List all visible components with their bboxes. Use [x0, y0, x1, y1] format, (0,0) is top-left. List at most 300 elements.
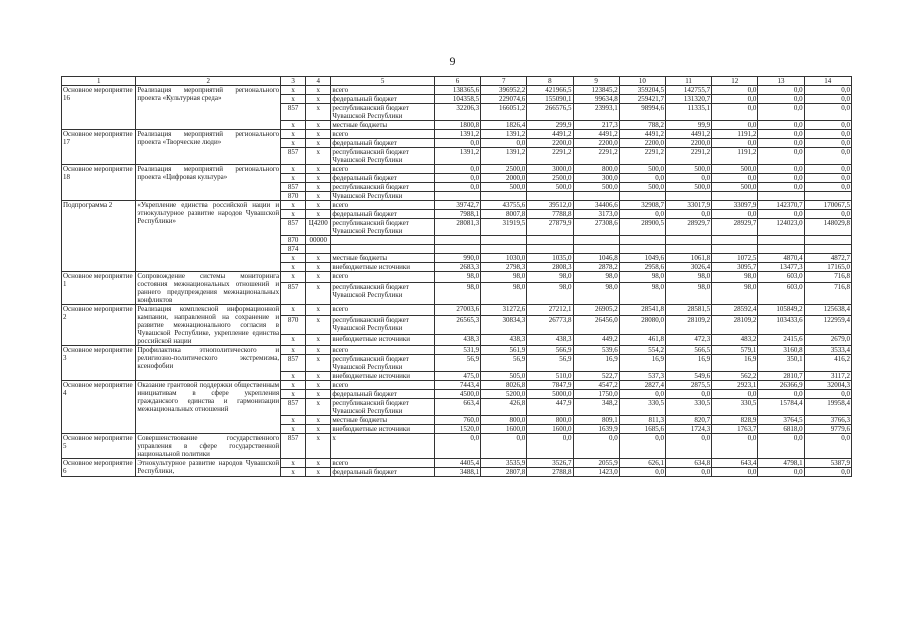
amount-cell: 0,0 — [758, 104, 804, 121]
measure-name-cell: Подпрограмма 2 — [62, 201, 136, 272]
measure-name-cell: Основное мероприятие 18 — [62, 165, 136, 201]
amount-cell: 1046,8 — [573, 254, 619, 263]
funding-source-cell: республиканский бюджет Чувашской Республики — [331, 399, 435, 416]
amount-cell: 0,0 — [434, 139, 480, 148]
amount-cell: 28080,0 — [619, 315, 665, 335]
budget-code-cell: х — [306, 121, 331, 130]
executor-code-cell: х — [281, 335, 306, 346]
amount-cell: 300,0 — [573, 174, 619, 183]
measure-description-cell: Реализация мероприятий регионального проекта «Творческие люди» — [136, 130, 281, 165]
table-row — [62, 346, 852, 355]
amount-cell — [712, 192, 758, 201]
executor-code-cell: 857 — [281, 283, 306, 305]
budget-code-cell: х — [306, 192, 331, 201]
measure-description-cell: Сопровождение системы мониторинга состояния межнациональных отношений и раннего предупреждения межнациональных конфликтов — [137, 272, 280, 304]
amount-cell: 562,2 — [712, 372, 758, 381]
amount-cell: 28900,5 — [619, 219, 665, 236]
amount-cell: 13477,3 — [758, 263, 804, 272]
funding-source-cell: федеральный бюджет — [331, 95, 435, 104]
amount-cell: 4870,4 — [758, 254, 804, 263]
amount-cell — [527, 192, 573, 201]
amount-cell: 3160,8 — [758, 346, 804, 355]
amount-cell: 0,0 — [758, 148, 804, 165]
funding-source-cell: внебюджетные источники — [331, 263, 435, 272]
amount-cell: 142755,7 — [665, 86, 711, 95]
executor-code-cell: х — [281, 174, 306, 183]
table-row — [62, 86, 852, 95]
executor-code-cell: 870 — [281, 315, 306, 335]
amount-cell: 0,0 — [758, 139, 804, 148]
amount-cell — [573, 192, 619, 201]
amount-cell: 9779,6 — [804, 425, 851, 434]
amount-cell: 1391,2 — [434, 148, 480, 165]
amount-cell: 98,0 — [619, 283, 665, 305]
amount-cell: 554,2 — [619, 346, 665, 355]
amount-cell: 500,0 — [573, 183, 619, 192]
amount-cell: 500,0 — [665, 165, 711, 174]
executor-code-cell: х — [281, 346, 306, 355]
amount-cell: 103433,6 — [758, 315, 804, 335]
amount-cell: 2055,9 — [573, 459, 619, 468]
executor-code-cell: 857 — [281, 148, 306, 165]
amount-cell: 330,5 — [712, 399, 758, 416]
amount-cell: 33097,9 — [712, 201, 758, 210]
amount-cell: 0,0 — [712, 434, 758, 459]
amount-cell — [573, 245, 619, 254]
table-row — [62, 381, 852, 390]
amount-cell: 0,0 — [712, 139, 758, 148]
amount-cell: 2875,5 — [665, 381, 711, 390]
budget-code-cell: х — [306, 165, 331, 174]
amount-cell: 98,0 — [665, 283, 711, 305]
amount-cell: 663,4 — [434, 399, 480, 416]
amount-cell: 0,0 — [804, 468, 851, 477]
amount-cell — [481, 236, 527, 245]
measure-description-cell: Реализация мероприятий регионального проекта «Культурная среда» — [136, 86, 281, 130]
amount-cell: 0,0 — [804, 121, 851, 130]
amount-cell: 104358,5 — [434, 95, 480, 104]
amount-cell: 1391,2 — [481, 130, 527, 139]
budget-code-cell: х — [306, 459, 331, 468]
executor-code-cell: 874 — [281, 245, 306, 254]
budget-code-cell: х — [306, 346, 331, 355]
budget-code-cell: х — [306, 183, 331, 192]
amount-cell: 447,9 — [527, 399, 573, 416]
amount-cell: 16,9 — [712, 355, 758, 372]
funding-source-cell: всего — [331, 305, 435, 316]
amount-cell: 0,0 — [619, 468, 665, 477]
amount-cell: 396952,2 — [481, 86, 527, 95]
funding-source-cell: республиканский бюджет Чувашской Республики — [331, 219, 435, 236]
amount-cell: 32004,3 — [804, 381, 851, 390]
amount-cell: 0,0 — [712, 95, 758, 104]
column-number-cell: 14 — [804, 77, 851, 86]
amount-cell: 56,9 — [434, 355, 480, 372]
funding-source-cell: всего — [331, 272, 435, 283]
column-number-cell: 9 — [573, 77, 619, 86]
amount-cell: 0,0 — [758, 210, 804, 219]
amount-cell: 1800,8 — [434, 121, 480, 130]
budget-code-cell: х — [306, 95, 331, 104]
amount-cell: 34406,6 — [573, 201, 619, 210]
funding-source-cell: местные бюджеты — [331, 254, 435, 263]
amount-cell: 56,9 — [481, 355, 527, 372]
amount-cell: 990,0 — [434, 254, 480, 263]
column-number-cell: 10 — [619, 77, 665, 86]
amount-cell: 800,0 — [573, 165, 619, 174]
column-number-cell: 8 — [527, 77, 573, 86]
amount-cell: 539,6 — [573, 346, 619, 355]
amount-cell — [665, 245, 711, 254]
amount-cell: 2798,3 — [481, 263, 527, 272]
amount-cell: 11335,1 — [665, 104, 711, 121]
amount-cell: 510,0 — [527, 372, 573, 381]
funding-source-cell: местные бюджеты — [331, 416, 435, 425]
amount-cell: 32206,3 — [434, 104, 480, 121]
budget-code-cell: х — [306, 425, 331, 434]
funding-source-cell: федеральный бюджет — [331, 390, 435, 399]
amount-cell: 2827,4 — [619, 381, 665, 390]
amount-cell: 16,9 — [619, 355, 665, 372]
amount-cell: 0,0 — [758, 86, 804, 95]
budget-code-cell — [306, 245, 331, 254]
amount-cell: 500,0 — [665, 183, 711, 192]
amount-cell: 4405,4 — [434, 459, 480, 468]
amount-cell — [434, 245, 480, 254]
funding-source-cell: республиканский бюджет Чувашской Республики — [331, 148, 435, 165]
measure-name-cell: Основное мероприятие 6 — [62, 459, 136, 477]
amount-cell: 28109,2 — [665, 315, 711, 335]
budget-code-cell: х — [306, 390, 331, 399]
amount-cell: 0,0 — [619, 434, 665, 459]
amount-cell: 0,0 — [804, 139, 851, 148]
amount-cell — [804, 236, 851, 245]
executor-code-cell: х — [281, 121, 306, 130]
amount-cell: 170067,5 — [804, 201, 851, 210]
funding-source-cell: всего — [331, 346, 435, 355]
executor-code-cell: х — [281, 254, 306, 263]
amount-cell: 3026,4 — [665, 263, 711, 272]
amount-cell: 138365,6 — [434, 86, 480, 95]
budget-code-cell: х — [306, 272, 331, 283]
amount-cell: 549,6 — [665, 372, 711, 381]
measure-name-cell: Основное мероприятие 4 — [62, 381, 136, 434]
budget-code-cell: х — [306, 174, 331, 183]
measure-description-cell: Этнокультурное развитие народов Чувашской Республики, — [137, 459, 280, 475]
amount-cell: 16,9 — [573, 355, 619, 372]
amount-cell: 1423,0 — [573, 468, 619, 477]
amount-cell: 0,0 — [434, 183, 480, 192]
amount-cell: 23993,1 — [573, 104, 619, 121]
amount-cell: 2200,0 — [573, 139, 619, 148]
executor-code-cell: х — [281, 305, 306, 316]
budget-code-cell: х — [306, 315, 331, 335]
amount-cell: 1639,9 — [573, 425, 619, 434]
amount-cell: 500,0 — [712, 165, 758, 174]
amount-cell — [758, 236, 804, 245]
amount-cell: 26456,0 — [573, 315, 619, 335]
amount-cell: 31919,5 — [481, 219, 527, 236]
amount-cell: 500,0 — [527, 183, 573, 192]
amount-cell: 449,2 — [573, 335, 619, 346]
budget-code-cell: х — [306, 86, 331, 95]
amount-cell: 330,5 — [665, 399, 711, 416]
amount-cell: 3766,3 — [804, 416, 851, 425]
amount-cell — [434, 236, 480, 245]
funding-source-cell: всего — [331, 201, 435, 210]
amount-cell: 461,8 — [619, 335, 665, 346]
amount-cell: 0,0 — [434, 174, 480, 183]
amount-cell: 0,0 — [712, 174, 758, 183]
table-row — [62, 130, 852, 139]
amount-cell: 0,0 — [804, 130, 851, 139]
amount-cell: 1049,6 — [619, 254, 665, 263]
table-row — [62, 305, 852, 316]
amount-cell: 330,5 — [619, 399, 665, 416]
amount-cell: 2291,2 — [527, 148, 573, 165]
amount-cell: 0,0 — [712, 390, 758, 399]
amount-cell: 26366,9 — [758, 381, 804, 390]
funding-source-cell: федеральный бюджет — [331, 174, 435, 183]
amount-cell: 500,0 — [481, 183, 527, 192]
funding-source-cell: республиканский бюджет — [331, 183, 435, 192]
amount-cell: 99,9 — [665, 121, 711, 130]
amount-cell: 0,0 — [758, 121, 804, 130]
amount-cell — [527, 245, 573, 254]
amount-cell: 28592,4 — [712, 305, 758, 316]
amount-cell: 7847,9 — [527, 381, 573, 390]
amount-cell: 566,9 — [527, 346, 573, 355]
amount-cell: 0,0 — [481, 434, 527, 459]
budget-code-cell: х — [306, 283, 331, 305]
amount-cell: 0,0 — [758, 95, 804, 104]
amount-cell: 0,0 — [804, 434, 851, 459]
amount-cell: 0,0 — [665, 210, 711, 219]
amount-cell: 0,0 — [619, 174, 665, 183]
amount-cell: 131320,7 — [665, 95, 711, 104]
budget-code-cell: х — [306, 130, 331, 139]
amount-cell: 0,0 — [712, 86, 758, 95]
column-number-cell: 4 — [306, 77, 331, 86]
amount-cell: 2683,3 — [434, 263, 480, 272]
amount-cell — [665, 236, 711, 245]
amount-cell: 30834,3 — [481, 315, 527, 335]
budget-code-cell: х — [306, 148, 331, 165]
budget-code-cell: х — [306, 416, 331, 425]
amount-cell: 500,0 — [712, 183, 758, 192]
executor-code-cell: х — [281, 165, 306, 174]
amount-cell: 0,0 — [527, 434, 573, 459]
amount-cell: 809,1 — [573, 416, 619, 425]
amount-cell: 26905,2 — [573, 305, 619, 316]
funding-source-cell: республиканский бюджет Чувашской Республики — [331, 315, 435, 335]
amount-cell: 2923,1 — [712, 381, 758, 390]
executor-code-cell: х — [281, 416, 306, 425]
funding-source-cell: всего — [331, 130, 435, 139]
amount-cell: 259421,7 — [619, 95, 665, 104]
amount-cell: 1191,2 — [712, 148, 758, 165]
budget-code-cell: х — [306, 434, 331, 459]
amount-cell: 98,0 — [434, 283, 480, 305]
amount-cell: 5000,0 — [527, 390, 573, 399]
amount-cell: 1391,2 — [434, 130, 480, 139]
amount-cell — [573, 236, 619, 245]
amount-cell: 0,0 — [804, 183, 851, 192]
measure-name-cell: Основное мероприятие 17 — [62, 130, 136, 165]
funding-source-cell: республиканский бюджет Чувашской Республики — [331, 355, 435, 372]
amount-cell: 98,0 — [665, 272, 711, 283]
amount-cell: 28109,2 — [712, 315, 758, 335]
amount-cell: 3173,0 — [573, 210, 619, 219]
funding-source-cell: республиканский бюджет Чувашской Республики — [331, 104, 435, 121]
amount-cell: 0,0 — [758, 390, 804, 399]
header-row — [62, 77, 852, 86]
budget-code-cell: х — [306, 254, 331, 263]
executor-code-cell: х — [281, 272, 306, 283]
amount-cell: 1520,0 — [434, 425, 480, 434]
amount-cell: 98,0 — [573, 272, 619, 283]
amount-cell: 26773,8 — [527, 315, 573, 335]
amount-cell — [527, 236, 573, 245]
amount-cell: 416,2 — [804, 355, 851, 372]
executor-code-cell: 857 — [281, 399, 306, 416]
amount-cell — [665, 192, 711, 201]
executor-code-cell: 870 — [281, 236, 306, 245]
amount-cell: 7443,4 — [434, 381, 480, 390]
amount-cell: 0,0 — [804, 95, 851, 104]
executor-code-cell: х — [281, 381, 306, 390]
amount-cell: 5200,0 — [481, 390, 527, 399]
amount-cell: 2200,0 — [619, 139, 665, 148]
amount-cell: 0,0 — [804, 104, 851, 121]
amount-cell: 98,0 — [573, 283, 619, 305]
amount-cell: 28541,8 — [619, 305, 665, 316]
amount-cell: 438,3 — [481, 335, 527, 346]
amount-cell: 27212,1 — [527, 305, 573, 316]
amount-cell: 2500,0 — [481, 165, 527, 174]
table-row — [62, 434, 852, 459]
budget-code-cell: х — [306, 263, 331, 272]
amount-cell: 1391,2 — [481, 148, 527, 165]
budget-code-cell: х — [306, 335, 331, 346]
amount-cell: 1685,6 — [619, 425, 665, 434]
amount-cell: 359204,5 — [619, 86, 665, 95]
measure-name-cell: Основное мероприятие 16 — [62, 86, 136, 130]
amount-cell: 26565,3 — [434, 315, 480, 335]
executor-code-cell: х — [281, 425, 306, 434]
amount-cell: 0,0 — [712, 468, 758, 477]
amount-cell: 148029,8 — [804, 219, 851, 236]
amount-cell: 7788,8 — [527, 210, 573, 219]
amount-cell: 4491,2 — [665, 130, 711, 139]
amount-cell — [619, 245, 665, 254]
table-row — [62, 165, 852, 174]
amount-cell: 98,0 — [434, 272, 480, 283]
amount-cell: 2808,3 — [527, 263, 573, 272]
amount-cell — [481, 192, 527, 201]
amount-cell: 0,0 — [619, 390, 665, 399]
executor-code-cell: х — [281, 130, 306, 139]
amount-cell: 155090,1 — [527, 95, 573, 104]
amount-cell: 1724,3 — [665, 425, 711, 434]
amount-cell: 4491,2 — [527, 130, 573, 139]
amount-cell: 0,0 — [804, 390, 851, 399]
executor-code-cell: х — [281, 468, 306, 477]
amount-cell: 28929,7 — [712, 219, 758, 236]
measure-description-cell: Реализация мероприятий регионального проекта «Цифровая культура» — [136, 165, 281, 201]
funding-source-cell — [331, 236, 435, 245]
amount-cell: 0,0 — [804, 148, 851, 165]
amount-cell: 760,0 — [434, 416, 480, 425]
measure-description-cell: Реализация комплексной информационной кампании, направленной на сохранение и развитие межнационального согласия в Чувашской Республике, укрепление единства российской нации — [137, 305, 280, 345]
amount-cell: 3533,4 — [804, 346, 851, 355]
funding-source-cell: всего — [331, 165, 435, 174]
executor-code-cell: х — [281, 139, 306, 148]
amount-cell: 229074,6 — [481, 95, 527, 104]
amount-cell: 98994,6 — [619, 104, 665, 121]
amount-cell: 1030,0 — [481, 254, 527, 263]
amount-cell: 0,0 — [665, 434, 711, 459]
executor-code-cell: 857 — [281, 183, 306, 192]
amount-cell: 27308,6 — [573, 219, 619, 236]
amount-cell: 1600,0 — [527, 425, 573, 434]
amount-cell: 28929,7 — [665, 219, 711, 236]
amount-cell: 579,1 — [712, 346, 758, 355]
amount-cell: 27879,9 — [527, 219, 573, 236]
amount-cell: 1826,4 — [481, 121, 527, 130]
amount-cell: 1600,0 — [481, 425, 527, 434]
amount-cell: 4491,2 — [619, 130, 665, 139]
amount-cell: 4872,7 — [804, 254, 851, 263]
amount-cell: 2810,7 — [758, 372, 804, 381]
amount-cell: 0,0 — [434, 165, 480, 174]
amount-cell: 123845,2 — [573, 86, 619, 95]
amount-cell: 0,0 — [712, 121, 758, 130]
amount-cell: 472,3 — [665, 335, 711, 346]
amount-cell: 32908,7 — [619, 201, 665, 210]
budget-code-cell: Ц4200 — [306, 219, 331, 236]
funding-source-cell: федеральный бюджет — [331, 210, 435, 219]
budget-code-cell: х — [306, 381, 331, 390]
column-number-cell: 13 — [758, 77, 804, 86]
amount-cell: 426,8 — [481, 399, 527, 416]
budget-code-cell: х — [306, 104, 331, 121]
amount-cell: 28581,5 — [665, 305, 711, 316]
funding-source-cell: всего — [331, 86, 435, 95]
executor-code-cell: 857 — [281, 355, 306, 372]
amount-cell: 1763,7 — [712, 425, 758, 434]
amount-cell: 19958,4 — [804, 399, 851, 416]
amount-cell: 811,3 — [619, 416, 665, 425]
budget-code-cell: х — [306, 210, 331, 219]
amount-cell: 566,5 — [665, 346, 711, 355]
amount-cell: 31272,6 — [481, 305, 527, 316]
amount-cell: 1061,8 — [665, 254, 711, 263]
amount-cell: 0,0 — [758, 434, 804, 459]
table-row — [62, 272, 852, 283]
amount-cell: 16,9 — [665, 355, 711, 372]
amount-cell — [712, 236, 758, 245]
table-row — [62, 201, 852, 210]
amount-cell — [804, 245, 851, 254]
amount-cell: 0,0 — [573, 434, 619, 459]
amount-cell: 125638,4 — [804, 305, 851, 316]
amount-cell: 3000,0 — [527, 165, 573, 174]
column-number-cell: 2 — [136, 77, 281, 86]
amount-cell: 2000,0 — [481, 174, 527, 183]
amount-cell: 166051,2 — [481, 104, 527, 121]
amount-cell: 4491,2 — [573, 130, 619, 139]
